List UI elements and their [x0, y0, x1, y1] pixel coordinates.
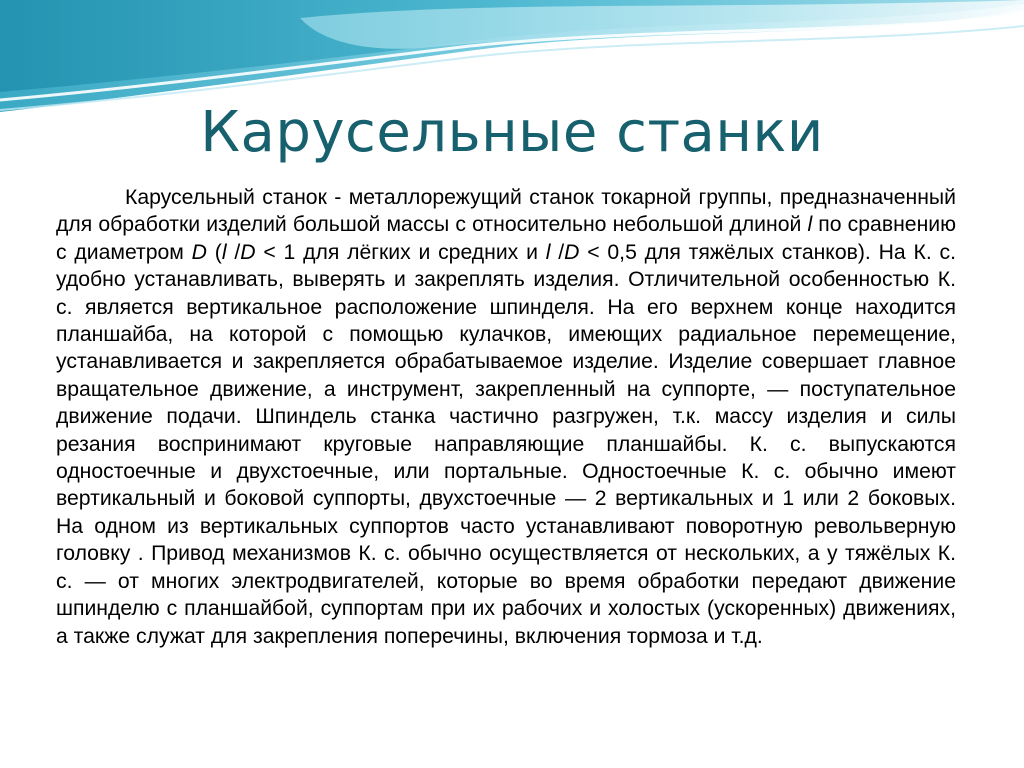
symbol-l: l [221, 240, 227, 264]
body-text-segment: по сравнению с диаметром [56, 213, 957, 264]
symbol-d: D [564, 240, 580, 264]
symbol-l: l [545, 240, 551, 264]
body-text-segment: < 0,5 для тяжёлых станков). На К. с. удобно устанавливать, выверять и закреплять изделия. Отличительной особенностью К. с. является вертикальное расположение шпинделя. На его верхнем конце находится планшайба, на которой с помощью кулачков, имеющих радиальное перемещение, устанавливается и закрепляется обрабатываемое изделие. Изделие совершает главное вращательное движение, а инструмент, закрепленный на суппорте, — поступательное движение подачи. Шпиндель станка частично разгружен, т.к. массу изделия и силы резания воспринимают круговые направляющие планшайбы. К. с. выпускаются одностоечные и двухстоечные, или портальные. Одностоечные К. с. обычно имеют вертикальный и боковой суппорты, двухстоечные — 2 вертикальных и 1 или 2 боковых. На одном из вертикальных суппортов часто устанавливают поворотную револьверную головку . Привод механизмов К. с. обычно осуществляется от нескольких, а у тяжёлых К. с. — от многих электродвигателей, которые во время обработки передают движение шпинделю с планшайбой, суппортам при их рабочих и холостых (ускоренных) движениях, а также служат для закрепления поперечины, включения тормоза и т.д. [56, 240, 956, 648]
body-text-segment: ( [206, 240, 222, 264]
slide-body-text [56, 184, 956, 650]
body-text-segment: < 1 для лёгких и средних и [255, 240, 546, 264]
symbol-d: D [240, 240, 256, 264]
body-text-segment: Карусельный станок - металлорежущий станок токарной группы, предназначенный для обработки изделий большой массы с относительно небольшой длиной [56, 186, 956, 237]
body-text-segment: / [226, 240, 241, 264]
symbol-l: l [807, 213, 813, 237]
body-text-segment: / [550, 240, 565, 264]
slide-title: Карусельные станки [200, 100, 824, 165]
symbol-d: D [191, 240, 207, 264]
